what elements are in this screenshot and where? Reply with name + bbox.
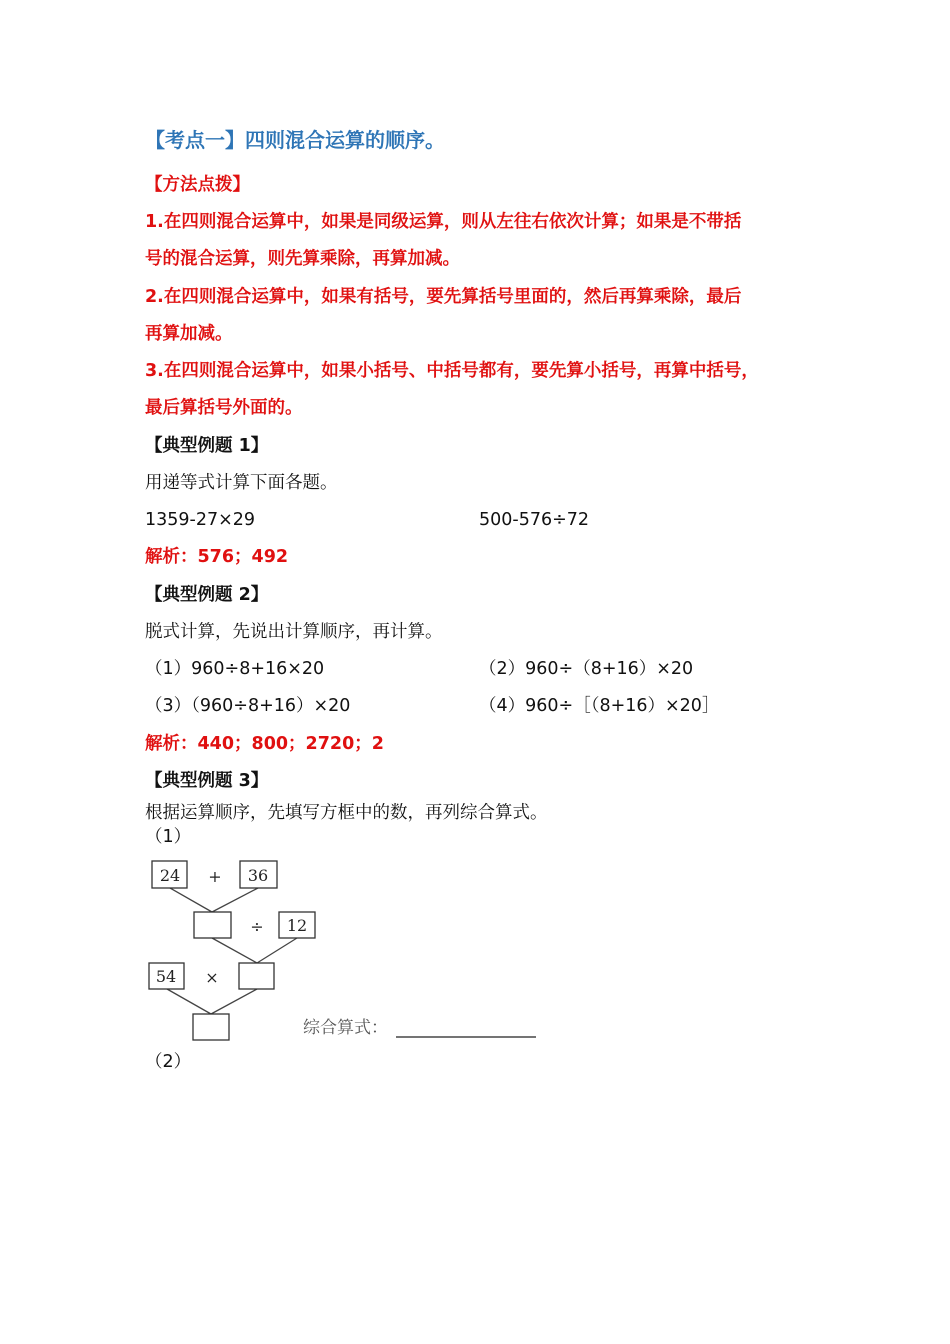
blank-box-result[interactable] <box>193 1014 229 1040</box>
example3-part1-label: （1） <box>145 827 192 847</box>
method-line-5: 3.在四则混合运算中，如果小括号、中括号都有，要先算小括号，再算中括号， <box>145 361 759 381</box>
method-line-4: 再算加减。 <box>145 324 233 344</box>
number-12: 12 <box>286 916 308 935</box>
method-line-3: 2.在四则混合运算中，如果有括号，要先算括号里面的，然后再算乘除，最后 <box>145 287 742 307</box>
example1-answer: 解析：576；492 <box>145 547 289 567</box>
blank-box-quotient[interactable] <box>239 963 274 989</box>
example2-problem-1: （1）960÷8+16×20 <box>145 659 325 679</box>
divide-operator: ÷ <box>250 917 264 936</box>
example2-instruction: 脱式计算，先说出计算顺序，再计算。 <box>145 622 443 642</box>
example2-problem-3: （3）（960÷8+16）×20 <box>145 696 351 716</box>
example3-instruction: 根据运算顺序，先填写方框中的数，再列综合算式。 <box>145 803 548 823</box>
example1-instruction: 用递等式计算下面各题。 <box>145 473 338 493</box>
plus-operator: + <box>208 867 222 886</box>
method-line-2: 号的混合运算，则先算乘除，再算加减。 <box>145 249 460 269</box>
example1-problem-1: 1359-27×29 <box>145 510 256 530</box>
times-operator: × <box>205 968 219 987</box>
example2-problem-4: （4）960÷［（8+16）×20］ <box>479 696 720 716</box>
number-54: 54 <box>155 967 177 986</box>
number-36: 36 <box>247 866 269 885</box>
section-title: 【考点一】四则混合运算的顺序。 <box>145 128 445 152</box>
example3-part2-label: （2） <box>145 1052 192 1072</box>
example2-problem-2: （2）960÷（8+16）×20 <box>479 659 694 679</box>
example1-problem-2: 500-576÷72 <box>479 510 590 530</box>
method-line-6: 最后算括号外面的。 <box>145 398 303 418</box>
tree-connectors <box>167 888 297 1014</box>
example2-label: 【典型例题 2】 <box>145 585 269 605</box>
example1-label: 【典型例题 1】 <box>145 436 269 456</box>
method-line-1: 1.在四则混合运算中，如果是同级运算，则从左往右依次计算；如果是不带括 <box>145 212 742 232</box>
example3-label: 【典型例题 3】 <box>145 771 269 791</box>
method-label: 【方法点拨】 <box>145 175 250 195</box>
formula-label: 综合算式： <box>303 1018 388 1038</box>
example2-answer: 解析：440；800；2720；2 <box>145 734 384 754</box>
number-24: 24 <box>159 866 181 885</box>
blank-box-sum[interactable] <box>194 912 231 938</box>
